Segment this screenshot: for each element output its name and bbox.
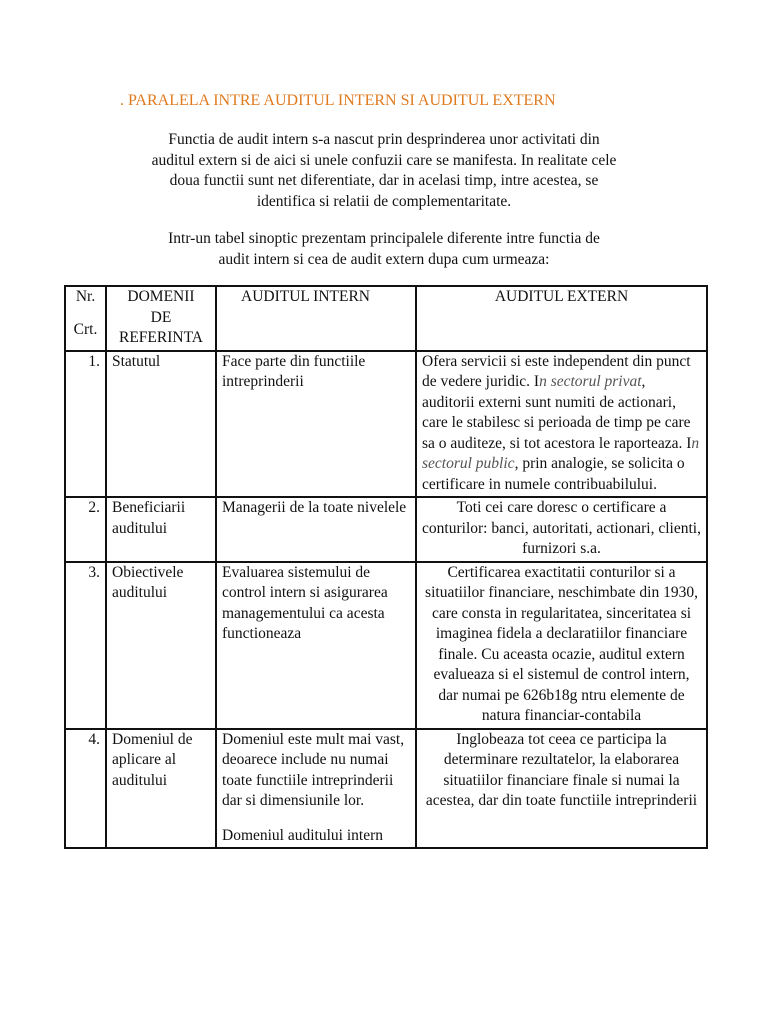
extern-text: Ofera servicii si este independent din punct de vedere juridic. I	[422, 352, 691, 390]
intro-line: identifica si relatii de complementaritate.	[256, 192, 512, 210]
row-intern: Managerii de la toate nivelele	[216, 497, 416, 562]
intro-line: auditul extern si de aici si unele confuzii care se manifesta. In realitate cele	[151, 151, 617, 169]
intro-line: Functia de audit intern s-a nascut prin desprinderea unor activitati din	[168, 131, 600, 148]
row-number: 2.	[65, 497, 106, 562]
intern-text-continued: Domeniul auditului intern	[222, 826, 384, 844]
extern-italic-text: n sectorul privat	[539, 373, 642, 390]
row-extern: Certificarea exactitatii conturilor si a situatiilor financiare, neschimbate din 1930, care consta in regularitatea, sinceritatea si imaginea fidela a declaratiilor financiare finale. Cu aceasta ocazie, auditul extern evalueaza si el sistemul de control intern, dar numai pe 626b18g ntru elemente de natura financiar-contabila	[416, 562, 707, 729]
header-nr: Nr.	[75, 288, 96, 305]
table-intro-paragraph	[100, 229, 668, 270]
header-domenii-line: DE	[150, 308, 172, 326]
page-title: . PARALELA INTRE AUDITUL INTERN SI AUDITUL EXTERN	[120, 92, 556, 109]
row-domain: Obiectivele auditului	[106, 562, 216, 729]
table-intro-line: Intr-un tabel sinoptic prezentam principalele diferente intre functia de	[168, 230, 600, 247]
extern-text: , prin analogie, se solicita o certificare in numele contribuabilului.	[422, 455, 685, 493]
row-intern: Face parte din functiile intreprinderii	[216, 351, 416, 498]
intro-paragraph	[100, 130, 668, 212]
header-auditul-intern: AUDITUL INTERN	[216, 286, 416, 351]
extern-text: , auditorii externi sunt numiti de actionari, care le stabilesc si perioada de timp pe care sa o auditeze, si tot acestora le raporteaza. I	[422, 373, 692, 452]
table-row	[65, 562, 707, 729]
row-extern: Toti cei care doresc o certificare a conturilor: banci, autoritati, actionari, clienti, furnizori s.a.	[416, 497, 707, 562]
row-number: 3.	[65, 562, 106, 729]
header-domenii	[106, 286, 216, 351]
table-row	[65, 497, 707, 562]
row-number: 4.	[65, 729, 106, 849]
row-intern	[216, 729, 416, 849]
row-domain: Beneficiarii auditului	[106, 497, 216, 562]
synoptic-table	[64, 285, 708, 849]
header-nr-crt	[65, 286, 106, 351]
table-row	[65, 729, 707, 849]
row-domain: Domeniul de aplicare al auditului	[106, 729, 216, 849]
table-intro-line: audit intern si cea de audit extern dupa cum urmeaza:	[218, 250, 550, 268]
intro-line: doua functii sunt net diferentiate, dar in acelasi timp, intre acestea, se	[169, 172, 599, 189]
spacer	[222, 812, 410, 826]
row-extern: Inglobeaza tot ceea ce participa la determinare rezultatelor, la elaborarea situatiilor financiare finale si numai la acestea, dar din toate functiile intreprinderii	[416, 729, 707, 849]
header-domenii-line: DOMENII	[127, 288, 195, 305]
row-intern: Evaluarea sistemului de control intern si asigurarea managementului ca acesta functioneaza	[216, 562, 416, 729]
intern-text: Domeniul este mult mai vast, deoarece include nu numai toate functiile intreprinderii dar si dimensiunile lor.	[222, 730, 405, 809]
row-extern	[416, 351, 707, 498]
table-header-row	[65, 286, 707, 351]
row-number: 1.	[65, 351, 106, 498]
table-row	[65, 351, 707, 498]
header-crt: Crt.	[73, 320, 98, 338]
row-domain: Statutul	[106, 351, 216, 498]
header-auditul-extern: AUDITUL EXTERN	[416, 286, 707, 351]
extern-italic-text: n sectorul public	[422, 434, 700, 472]
header-domenii-line: REFERINTA	[118, 329, 203, 346]
